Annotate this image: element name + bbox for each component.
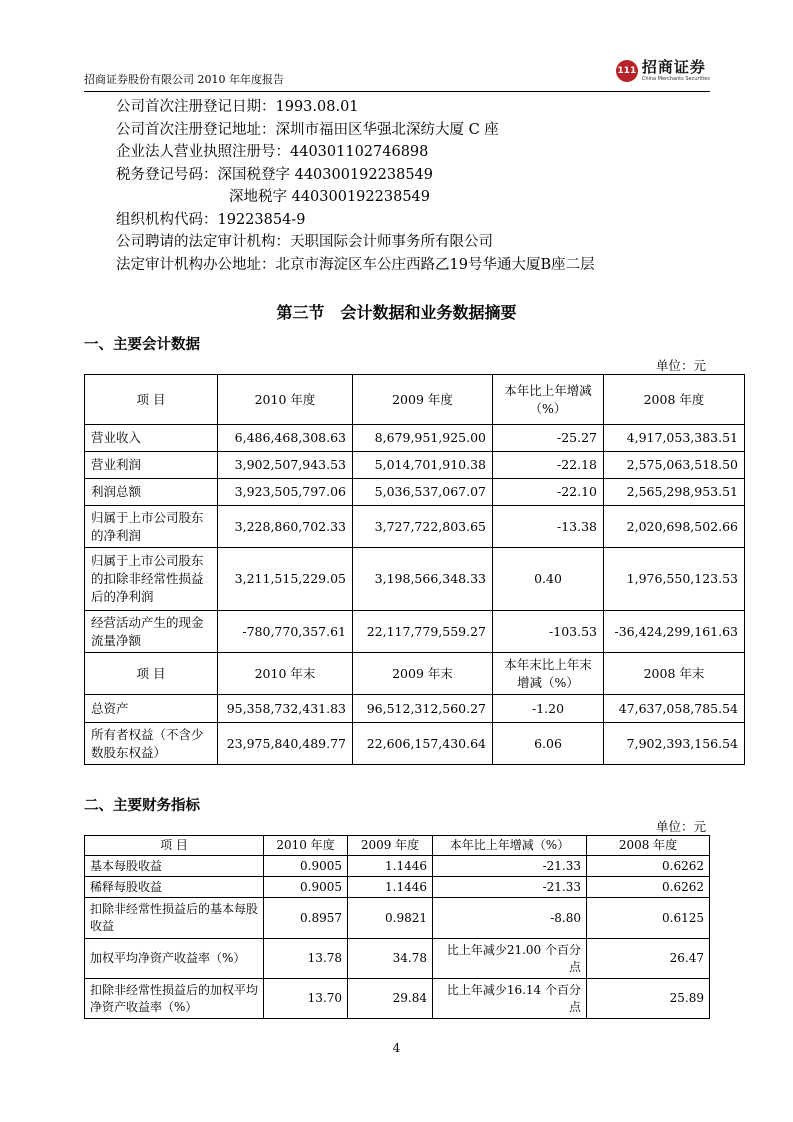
info-line: 法定审计机构办公地址：北京市海淀区车公庄西路乙19号华通大厦B座二层 [116,256,595,273]
info-line: 深地税字 440300192238549 [229,189,430,205]
table-cell: 26.47 [587,939,710,979]
table-cell: 1,976,550,123.53 [604,548,745,611]
table-cell: 2009 年度 [348,836,433,856]
table-cell: -22.18 [493,452,604,479]
report-title: 招商证券股份有限公司 2010 年年度报告 [84,73,284,86]
info-line: 公司首次注册登记日期：1993.08.01 [116,99,359,115]
table-cell: 比上年减少21.00 个百分点 [433,939,587,979]
table-cell: 96,512,312,560.27 [353,695,493,723]
part2-unit: 单位：元 [655,819,706,834]
table-header-row [85,375,745,425]
logo-icon: 111 [616,60,638,82]
table-cell: 1.1446 [348,877,433,898]
company-info [116,96,716,276]
table-cell: 3,198,566,348.33 [353,548,493,611]
table-cell: 基本每股收益 [85,856,264,877]
table-cell: -25.27 [493,425,604,452]
table-cell: -780,770,357.61 [218,611,353,653]
table-cell: 归属于上市公司股东的扣除非经常性损益后的净利润 [85,548,218,611]
table-cell: 2009 年末 [353,653,493,695]
table-cell: 0.6262 [587,877,710,898]
table-cell: 3,727,722,803.65 [353,506,493,548]
table-cell: 本年比上年增减（%） [493,375,604,425]
financial-indicators-table [84,835,710,1019]
table-cell: 3,211,515,229.05 [218,548,353,611]
table-cell: 归属于上市公司股东的净利润 [85,506,218,548]
table-cell: 2010 年度 [264,836,348,856]
table-cell: 2008 年度 [604,375,745,425]
table-cell: 本年末比上年末增减（%） [493,653,604,695]
table-row [85,898,710,939]
table-cell: 47,637,058,785.54 [604,695,745,723]
table-cell: 0.8957 [264,898,348,939]
part1-heading: 一、主要会计数据 [84,337,200,353]
table-cell: 5,036,537,067.07 [353,479,493,506]
table-cell: 0.9821 [348,898,433,939]
part2-heading: 二、主要财务指标 [84,798,200,814]
table-cell: 2010 年度 [218,375,353,425]
table-cell: 3,923,505,797.06 [218,479,353,506]
table-cell: 经营活动产生的现金流量净额 [85,611,218,653]
table-cell: 0.40 [493,548,604,611]
page-number: 4 [392,1041,401,1055]
logo-en-text: China Merchants Securities [641,76,710,82]
table-header-row [85,836,710,856]
table-cell: 营业收入 [85,425,218,452]
table-cell: 7,902,393,156.54 [604,723,745,765]
table-cell: 22,117,779,559.27 [353,611,493,653]
table-cell: 4,917,053,383.51 [604,425,745,452]
info-line: 企业法人营业执照注册号：440301102746898 [116,144,429,160]
logo-cn-text: 招商证券 [641,58,706,76]
table-row [85,506,745,548]
table-row [85,479,745,506]
part1-unit: 单位：元 [655,358,706,373]
table-cell: 0.6262 [587,856,710,877]
accounting-data-table [84,374,745,765]
table-header-row [85,653,745,695]
table-cell: 25.89 [587,979,710,1019]
table-cell: 项 目 [85,375,218,425]
table-row [85,877,710,898]
table-cell: 29.84 [348,979,433,1019]
table-cell: 1.1446 [348,856,433,877]
table-cell: 0.9005 [264,856,348,877]
info-line: 组织机构代码：19223854-9 [116,211,306,228]
table-cell: 2008 年末 [604,653,745,695]
table-cell: 2009 年度 [353,375,493,425]
page-header [84,56,710,92]
table-cell: 0.6125 [587,898,710,939]
table-row [85,548,745,611]
info-line: 税务登记号码：深国税登字 440300192238549 [116,166,433,183]
table-cell: 13.70 [264,979,348,1019]
table-cell: 总资产 [85,695,218,723]
table-cell: 2,565,298,953.51 [604,479,745,506]
table-cell: 5,014,701,910.38 [353,452,493,479]
table-cell: -21.33 [433,856,587,877]
table-cell: 95,358,732,431.83 [218,695,353,723]
table-cell: -36,424,299,161.63 [604,611,745,653]
table-row [85,723,745,765]
table-cell: -13.38 [493,506,604,548]
table-row [85,856,710,877]
table-cell: 营业利润 [85,452,218,479]
table-cell: 扣除非经常性损益后的基本每股收益 [85,898,264,939]
table-cell: -103.53 [493,611,604,653]
table-cell: 2,020,698,502.66 [604,506,745,548]
table-cell: 扣除非经常性损益后的加权平均净资产收益率（%） [85,979,264,1019]
table-cell: -8.80 [433,898,587,939]
info-line: 公司聘请的法定审计机构：天职国际会计师事务所有限公司 [116,234,493,250]
table-cell: 项 目 [85,836,264,856]
table-row [85,452,745,479]
table-cell: 3,228,860,702.33 [218,506,353,548]
table-cell: 6.06 [493,723,604,765]
table-cell: 稀释每股收益 [85,877,264,898]
table-cell: 2,575,063,518.50 [604,452,745,479]
table-cell: 利润总额 [85,479,218,506]
table-cell: 13.78 [264,939,348,979]
table-row [85,611,745,653]
section-title: 第三节 会计数据和业务数据摘要 [276,303,517,322]
table-row [85,939,710,979]
table-cell: 8,679,951,925.00 [353,425,493,452]
table-cell: 34.78 [348,939,433,979]
table-cell: 3,902,507,943.53 [218,452,353,479]
table-cell: -1.20 [493,695,604,723]
table-cell: 6,486,468,308.63 [218,425,353,452]
table-cell: 本年比上年增减（%） [433,836,587,856]
table-row [85,979,710,1019]
table-cell: -22.10 [493,479,604,506]
table-cell: 0.9005 [264,877,348,898]
table-cell: 加权平均净资产收益率（%） [85,939,264,979]
table-cell: 23,975,840,489.77 [218,723,353,765]
table-cell: 所有者权益（不含少数股东权益） [85,723,218,765]
table-row [85,695,745,723]
table-row [85,425,745,452]
table-cell: 项 目 [85,653,218,695]
info-line: 公司首次注册登记地址：深圳市福田区华强北深纺大厦 C 座 [116,121,499,138]
table-cell: 2010 年末 [218,653,353,695]
table-cell: -21.33 [433,877,587,898]
table-cell: 2008 年度 [587,836,710,856]
table-cell: 22,606,157,430.64 [353,723,493,765]
table-cell: 比上年减少16.14 个百分点 [433,979,587,1019]
company-logo [616,56,710,86]
